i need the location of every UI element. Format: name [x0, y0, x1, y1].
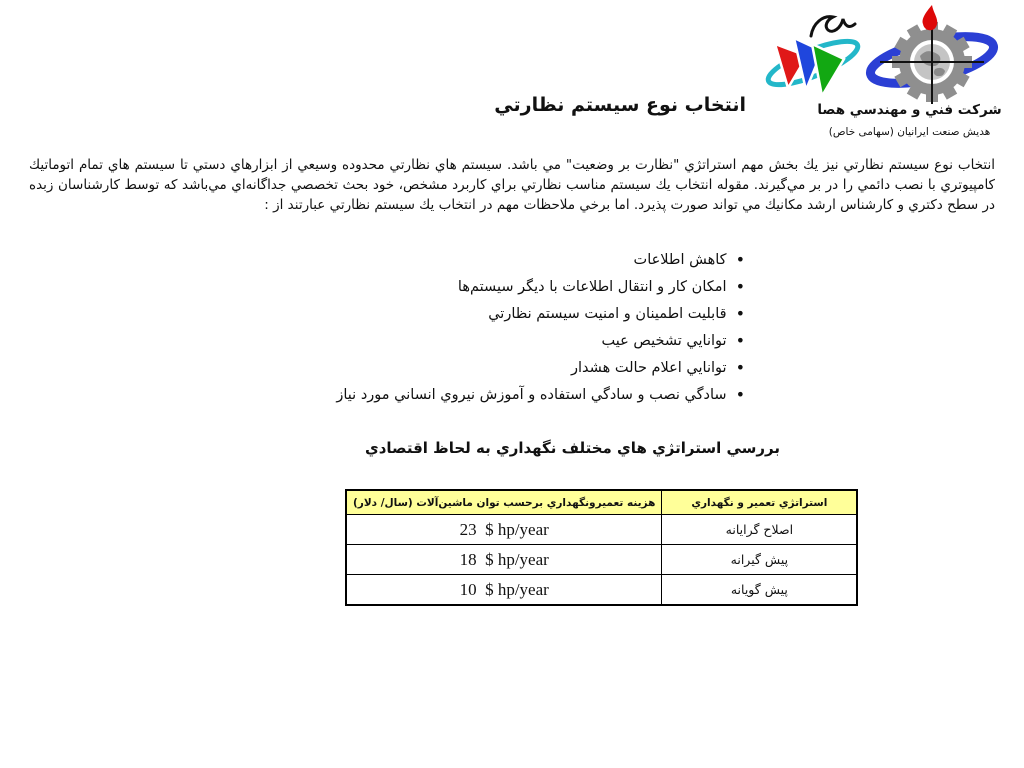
table-row	[346, 575, 857, 606]
intro-paragraph: انتخاب نوع سيستم نظارتي نيز يك بخش مهم استراتژي "نظارت بر وضعيت" مي باشد. سيستم هاي نظارتي محدوده وسيعي از ابزارهاي دستي تا سيستم هاي تمام اتوماتيك كامپيوتري با نصب دائمي را در بر مي‌گيرند. مقوله انتخاب يك سيستم مناسب نظارتي براي كاربرد مشخص، خود بحث تخصصي جداگانه‌اي مي‌باشد كه توسط كارشناسان زبده در سطح دكتري و كارشناس ارشد مكانيك مي تواند صورت پذيرد. اما برخي ملاحظات مهم در انتخاب يك سيستم نظارتي عبارتند از :	[29, 157, 995, 213]
list-item: • توانايي تشخيص عيب	[336, 327, 745, 354]
list-item: • امكان كار و انتقال اطلاعات با ديگر سيستم‌ها	[336, 273, 745, 300]
list-item: • سادگي نصب و سادگي استفاده و آموزش نيروي انساني مورد نياز	[336, 381, 745, 408]
hadish-logo-icon	[761, 8, 873, 100]
page-title: انتخاب نوع سيستم نظارتي	[494, 94, 746, 116]
strategy-cell: پيش گويانه	[662, 575, 858, 606]
calligraphy-icon	[811, 17, 855, 36]
strategy-cell: اصلاح گرايانه	[662, 515, 858, 545]
table-row	[346, 545, 857, 575]
considerations-list	[336, 246, 745, 408]
table-header-row	[346, 490, 857, 515]
list-item: • قابليت اطمينان و امنيت سيستم نظارتي	[336, 300, 745, 327]
company-name: شركت فني و مهندسي هصا	[817, 102, 1002, 118]
column-header-cost: هزينه تعميرونگهداري برحسب توان ماشين‌آلات (سال/ دلار)	[346, 490, 662, 515]
table-row	[346, 515, 857, 545]
cost-cell: 10 $ hp/year	[346, 575, 662, 606]
triangles-icon	[775, 38, 844, 96]
section-heading: بررسي استراتژي هاي مختلف نگهداري به لحاظ اقتصادي	[364, 439, 781, 457]
cost-cell: 18 $ hp/year	[346, 545, 662, 575]
strategy-cell: پيش گيرانه	[662, 545, 858, 575]
list-item: • توانايي اعلام حالت هشدار	[336, 354, 745, 381]
column-header-strategy: استراتژي تعمير و نگهداري	[662, 490, 858, 515]
company-subtitle: هديش صنعت ايرانيان (سهامی خاص)	[828, 126, 991, 138]
company-block	[807, 102, 1012, 138]
hesa-logo-icon	[864, 2, 1002, 106]
cost-cell: 23 $ hp/year	[346, 515, 662, 545]
list-item: • كاهش اطلاعات	[336, 246, 745, 273]
cost-table	[345, 489, 858, 606]
flame-icon	[923, 5, 938, 30]
